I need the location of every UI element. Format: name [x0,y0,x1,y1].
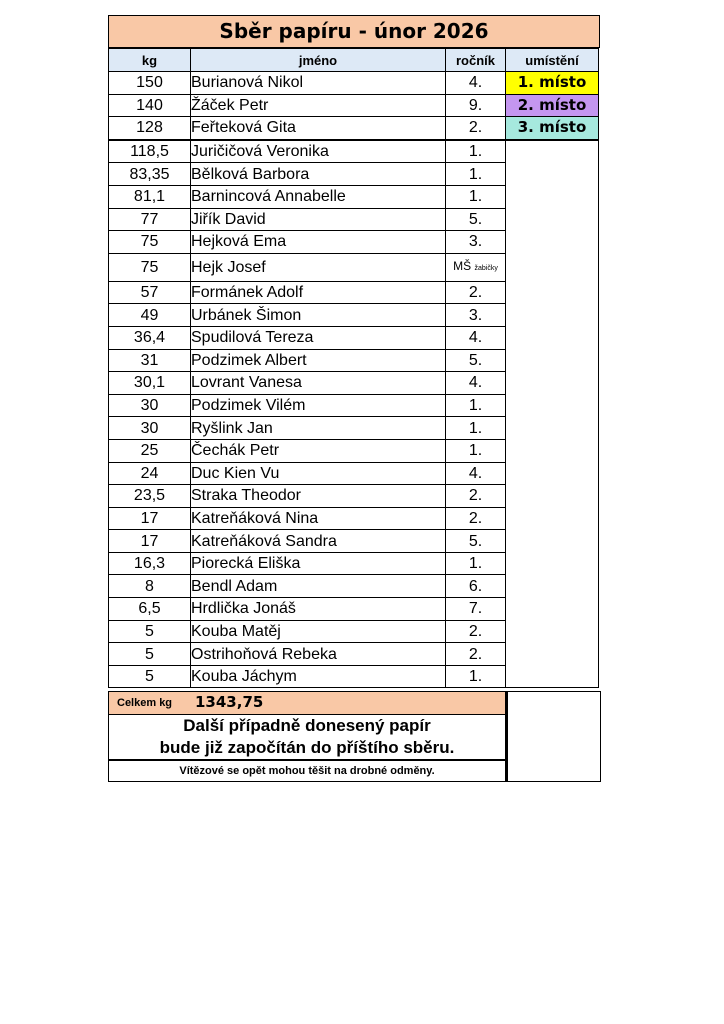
total-value: 1343,75 [195,693,264,711]
name-cell: Lovrant Vanesa [191,372,446,395]
grade-main: MŠ [453,258,472,273]
table-row [109,72,599,95]
place-empty [506,140,599,688]
grade-cell: 2. [446,507,506,530]
footer-note: Vítězové se opět mohou těšit na drobné odměny. [108,760,506,782]
grade-cell: 1. [446,665,506,688]
grade-cell: 4. [446,462,506,485]
name-cell: Čechák Petr [191,439,446,462]
grade-cell: 3. [446,231,506,254]
total-row [108,691,506,715]
kg-cell: 30,1 [109,372,191,395]
grade-cell: 9. [446,94,506,117]
grade-cell: 5. [446,349,506,372]
note-box [108,714,506,760]
kg-cell: 6,5 [109,598,191,621]
name-cell: Žáček Petr [191,94,446,117]
sheet-title: Sběr papíru - únor 2026 [108,15,600,48]
note-line-2: bude již započítán do příštího sběru. [159,738,455,757]
name-cell: Podzimek Albert [191,349,446,372]
grade-cell: 1. [446,439,506,462]
results-sheet [108,15,600,782]
grade-cell: 4. [446,326,506,349]
kg-cell: 31 [109,349,191,372]
grade-cell: 2. [446,117,506,140]
kg-cell: 17 [109,507,191,530]
kg-cell: 5 [109,643,191,666]
table-row [109,117,599,140]
kg-cell: 75 [109,231,191,254]
kg-cell: 5 [109,620,191,643]
grade-cell: 3. [446,304,506,327]
grade-cell: 5. [446,530,506,553]
name-cell: Formánek Adolf [191,281,446,304]
kg-cell: 36,4 [109,326,191,349]
name-cell: Katreňáková Nina [191,507,446,530]
name-cell: Duc Kien Vu [191,462,446,485]
grade-cell: 4. [446,72,506,95]
name-cell: Burianová Nikol [191,72,446,95]
kg-cell: 17 [109,530,191,553]
name-cell: Bělková Barbora [191,163,446,186]
place-badge: 3. místo [506,117,599,140]
grade-cell: 2. [446,620,506,643]
kg-cell: 23,5 [109,485,191,508]
header-place: umístění [506,49,599,72]
kg-cell: 5 [109,665,191,688]
kg-cell: 140 [109,94,191,117]
grade-cell: 1. [446,163,506,186]
kg-cell: 30 [109,394,191,417]
kg-cell: 8 [109,575,191,598]
grade-cell: 7. [446,598,506,621]
name-cell: Kouba Jáchym [191,665,446,688]
grade-cell: 2. [446,643,506,666]
header-grade: ročník [446,49,506,72]
name-cell: Kouba Matěj [191,620,446,643]
kg-cell: 16,3 [109,552,191,575]
grade-cell: 2. [446,281,506,304]
header-kg: kg [109,49,191,72]
place-badge: 1. místo [506,72,599,95]
table-row [109,140,599,163]
kg-cell: 49 [109,304,191,327]
grade-cell [446,253,506,281]
grade-cell: 1. [446,394,506,417]
kg-cell: 77 [109,208,191,231]
header-row [109,49,599,72]
grade-cell: 1. [446,417,506,440]
name-cell: Ryšlink Jan [191,417,446,440]
kg-cell: 75 [109,253,191,281]
name-cell: Straka Theodor [191,485,446,508]
grade-cell: 1. [446,185,506,208]
name-cell: Piorecká Eliška [191,552,446,575]
name-cell: Ostrihoňová Rebeka [191,643,446,666]
kg-cell: 25 [109,439,191,462]
name-cell: Jiřík David [191,208,446,231]
kg-cell: 30 [109,417,191,440]
grade-cell: 1. [446,552,506,575]
kg-cell: 57 [109,281,191,304]
grade-cell: 5. [446,208,506,231]
place-column-bottom [506,691,601,782]
name-cell: Feřteková Gita [191,117,446,140]
name-cell: Juričičová Veronika [191,140,446,163]
kg-cell: 24 [109,462,191,485]
kg-cell: 118,5 [109,140,191,163]
name-cell: Urbánek Šimon [191,304,446,327]
place-badge: 2. místo [506,94,599,117]
header-name: jméno [191,49,446,72]
note-line-1: Další případně donesený papír [183,716,431,735]
name-cell: Bendl Adam [191,575,446,598]
table-row [109,94,599,117]
name-cell: Podzimek Vilém [191,394,446,417]
grade-cell: 2. [446,485,506,508]
kg-cell: 83,35 [109,163,191,186]
total-label: Celkem kg [117,697,173,709]
kg-cell: 81,1 [109,185,191,208]
grade-cell: 4. [446,372,506,395]
grade-sub: žabičky [474,264,498,272]
name-cell: Spudilová Tereza [191,326,446,349]
grade-cell: 1. [446,140,506,163]
name-cell: Katreňáková Sandra [191,530,446,553]
kg-cell: 128 [109,117,191,140]
name-cell: Hejková Ema [191,231,446,254]
name-cell: Hrdlička Jonáš [191,598,446,621]
kg-cell: 150 [109,72,191,95]
name-cell: Hejk Josef [191,253,446,281]
results-table [108,48,599,688]
name-cell: Barnincová Annabelle [191,185,446,208]
grade-cell: 6. [446,575,506,598]
